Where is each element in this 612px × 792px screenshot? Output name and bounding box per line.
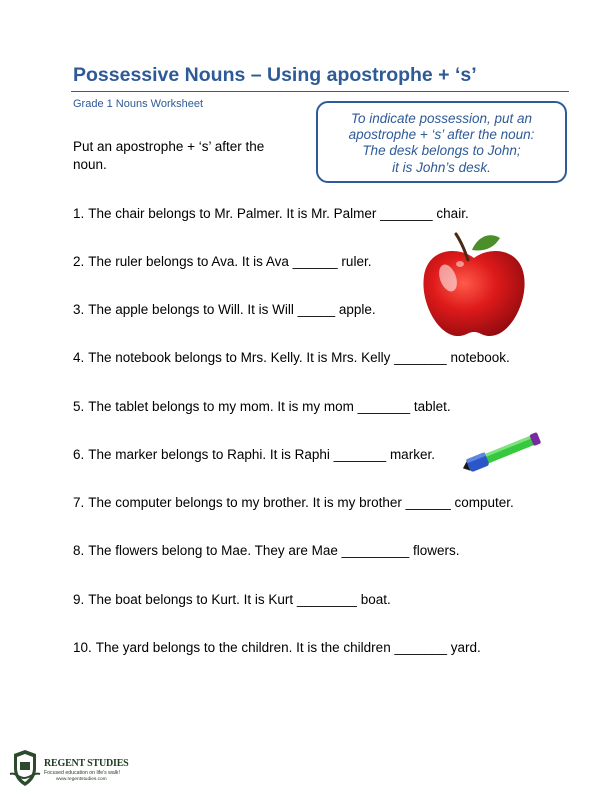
question-text: The tablet belongs to my mom. It is my mom _______ tablet. <box>88 399 451 414</box>
logo-tagline: Focused education on life's walk! <box>44 770 120 776</box>
question-number: 3. <box>73 302 85 317</box>
tip-line: To indicate possession, put an <box>350 111 533 126</box>
question-number: 8. <box>73 543 85 558</box>
question-item <box>73 592 391 607</box>
question-item <box>73 302 376 317</box>
question-number: 2. <box>73 254 85 269</box>
question-text: The yard belongs to the children. It is the children _______ yard. <box>95 640 481 655</box>
apple-icon <box>418 232 530 340</box>
question-number: 6. <box>73 447 85 462</box>
question-item <box>73 254 371 269</box>
question-text: The boat belongs to Kurt. It is Kurt ________ boat. <box>88 592 391 607</box>
tip-line: The desk belongs to John; <box>362 143 521 159</box>
question-item <box>73 206 469 221</box>
question-item <box>73 543 459 558</box>
question-item <box>73 447 435 462</box>
logo-name: REGENT STUDIES <box>44 758 129 769</box>
tip-box <box>316 101 567 183</box>
title-divider <box>71 91 569 92</box>
question-number: 4. <box>73 350 85 365</box>
marker-icon <box>460 430 552 474</box>
question-item <box>73 399 451 414</box>
page-title: Possessive Nouns – Using apostrophe + ‘s’ <box>73 64 477 86</box>
question-text: The ruler belongs to Ava. It is Ava ______ ruler. <box>88 254 372 269</box>
instruction-text: Put an apostrophe + ‘s’ after the noun. <box>73 139 265 172</box>
question-text: The flowers belong to Mae. They are Mae _________ flowers. <box>88 543 460 558</box>
worksheet-subtitle: Grade 1 Nouns Worksheet <box>73 98 204 110</box>
question-number: 9. <box>73 592 85 607</box>
tip-line: it is John’s desk. <box>392 159 491 175</box>
shield-icon <box>8 748 42 788</box>
question-number: 5. <box>73 399 85 414</box>
question-number: 10. <box>73 640 92 655</box>
question-item <box>73 495 514 510</box>
logo-url: www.regentstudies.com <box>56 777 107 782</box>
question-number: 7. <box>73 495 85 510</box>
question-text: The apple belongs to Will. It is Will _____ apple. <box>88 302 376 317</box>
regent-studies-logo <box>8 748 138 788</box>
question-item <box>73 350 510 365</box>
tip-line: apostrophe + ‘s’ after the noun: <box>348 127 535 143</box>
question-text: The marker belongs to Raphi. It is Raphi _______ marker. <box>88 447 435 462</box>
question-item <box>73 640 481 655</box>
question-number: 1. <box>73 206 85 221</box>
question-text: The chair belongs to Mr. Palmer. It is Mr. Palmer _______ chair. <box>88 206 469 221</box>
question-text: The computer belongs to my brother. It is my brother ______ computer. <box>88 495 514 510</box>
question-text: The notebook belongs to Mrs. Kelly. It is Mrs. Kelly _______ notebook. <box>88 350 510 365</box>
